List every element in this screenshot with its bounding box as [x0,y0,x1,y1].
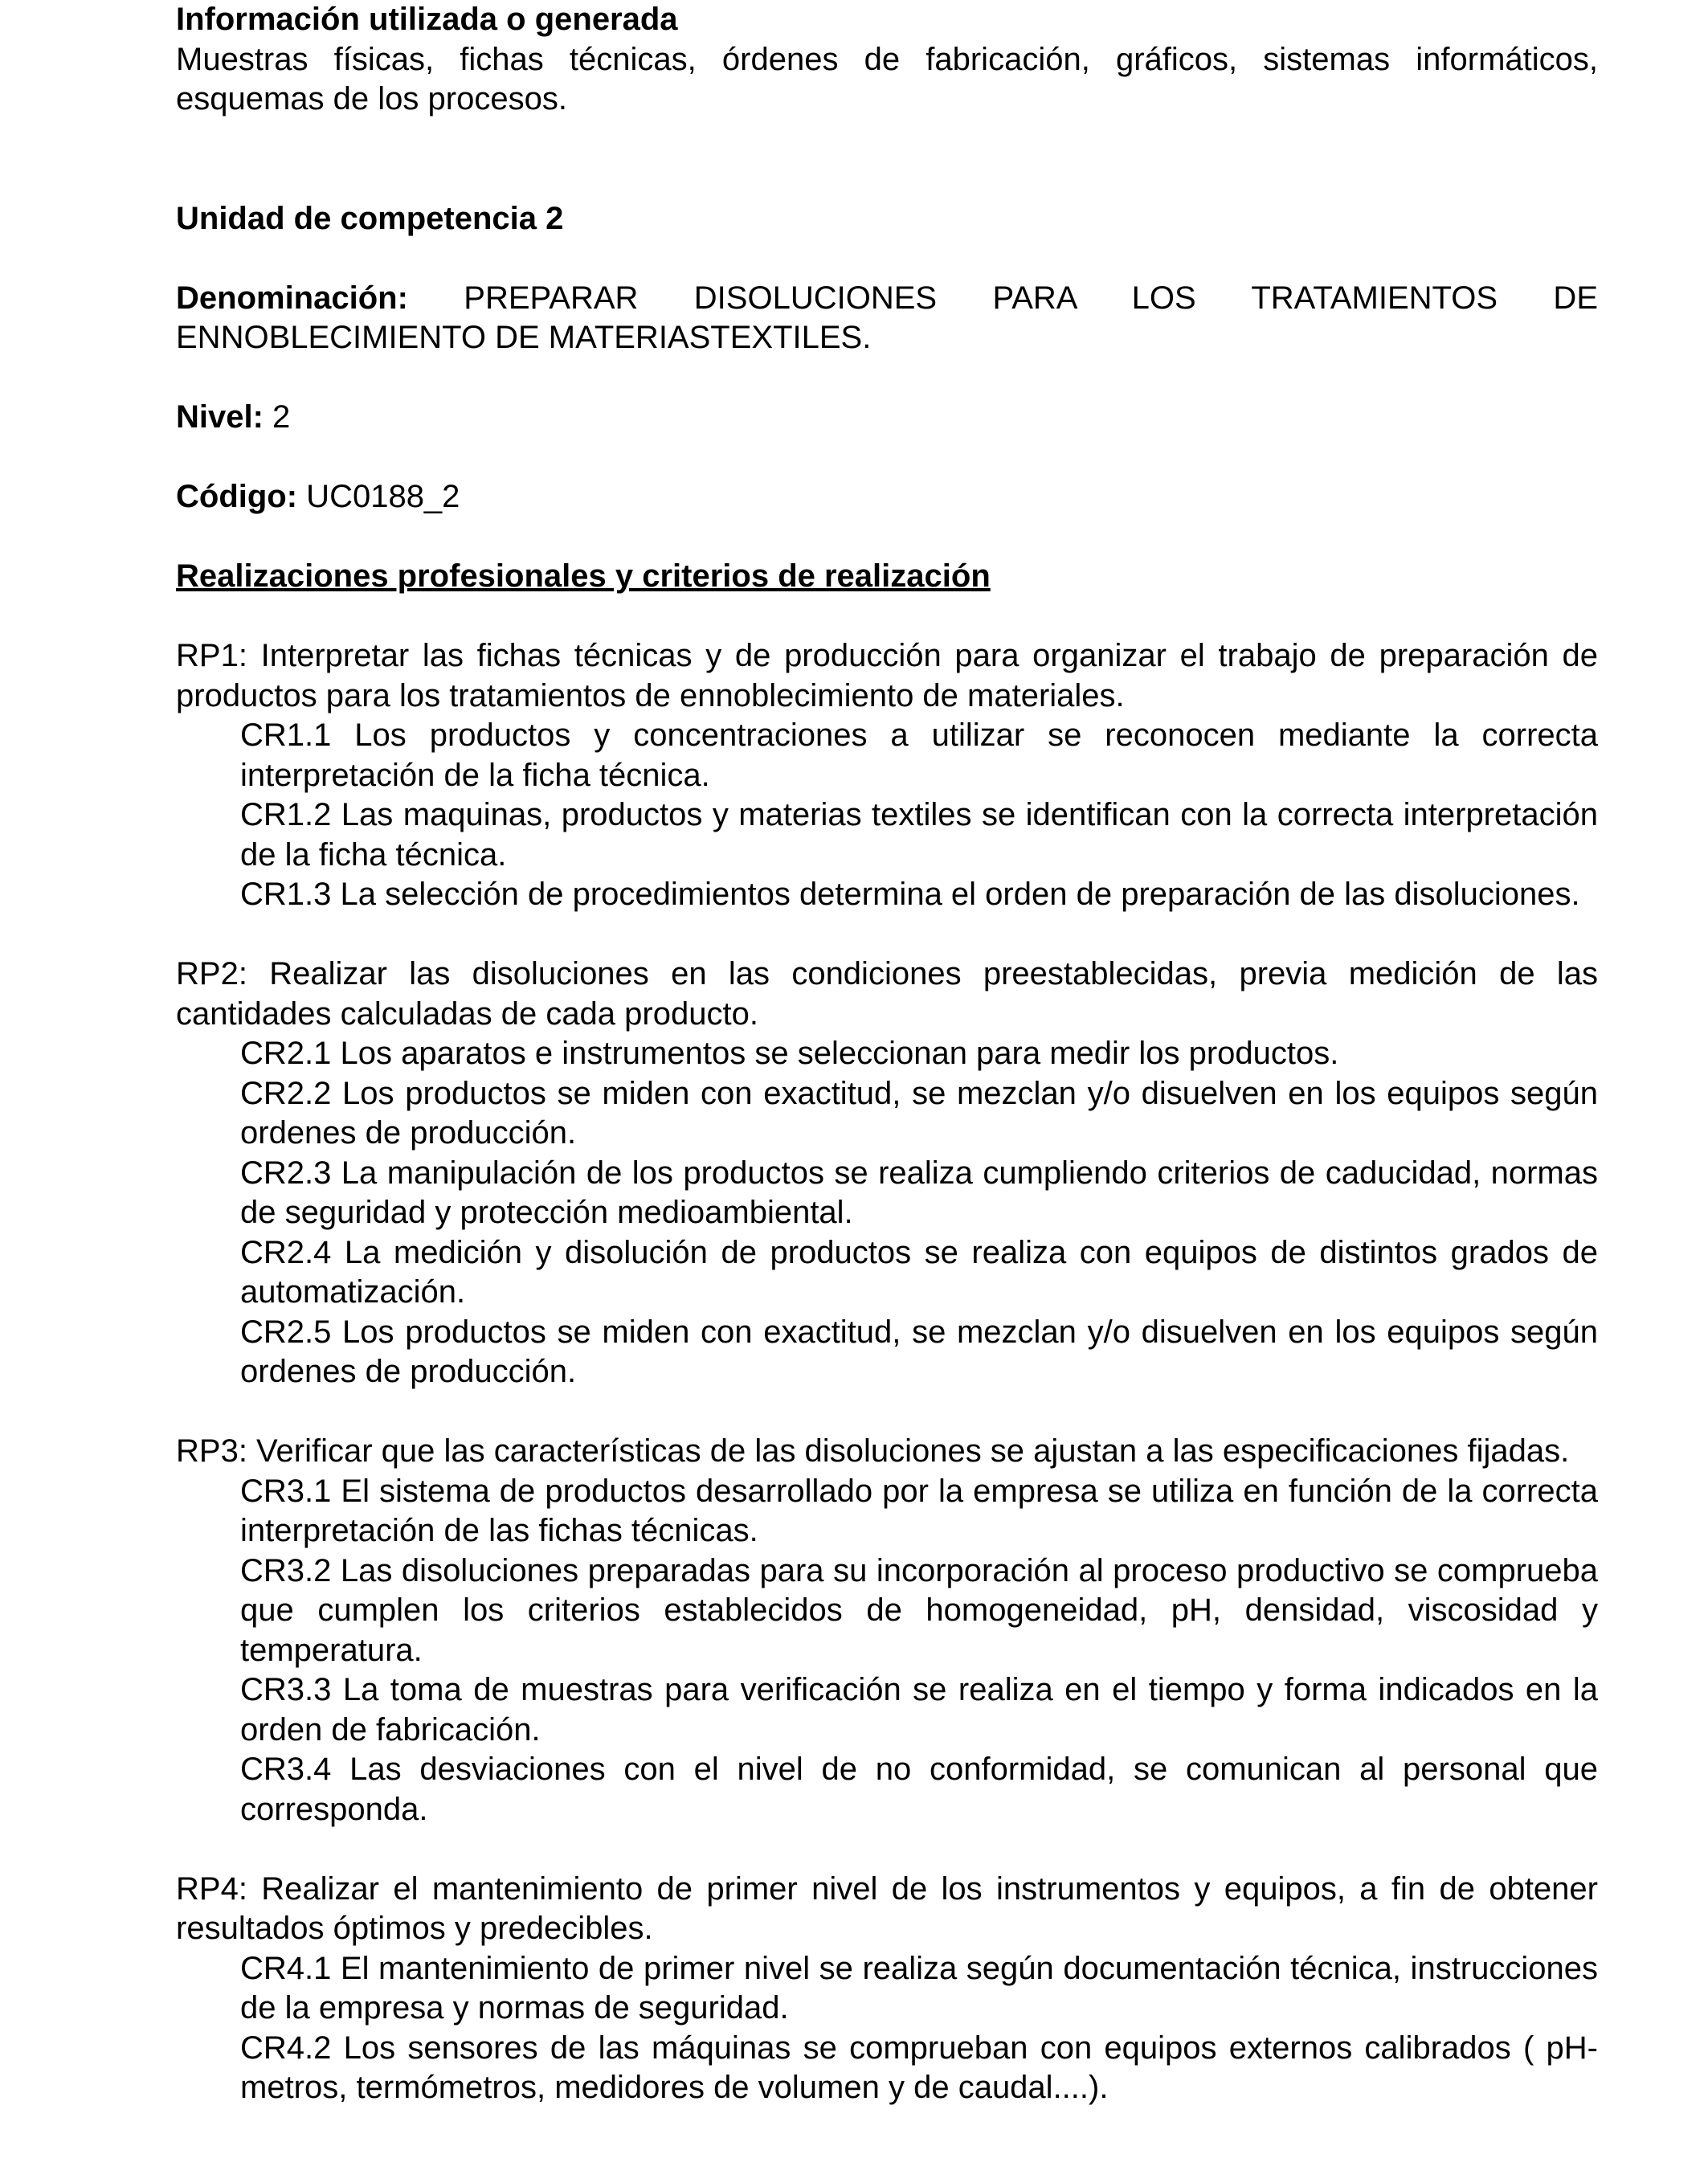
denominacion-label: Denominación: [176,280,408,316]
rp-block [176,955,1598,1392]
info-text: Muestras físicas, fichas técnicas, órdenes de fabricación, gráficos, sistemas informáticos, esquemas de los procesos. [176,41,1598,117]
rp-text: RP3: Verificar que las características de las disoluciones se ajustan a las especificaciones fijadas. [176,1433,1570,1469]
cr-item: CR2.4 La medición y disolución de productos se realiza con equipos de distintos grados de automatización. [240,1234,1598,1310]
cr-item: CR4.1 El mantenimiento de primer nivel se realiza según documentación técnica, instrucciones de la empresa y normas de seguridad. [240,1950,1598,2026]
nivel-label: Nivel: [176,399,264,435]
codigo-value: UC0188_2 [297,479,460,514]
cr-item: CR2.2 Los productos se miden con exactitud, se mezclan y/o disuelven en los equipos según ordenes de producción. [240,1075,1598,1151]
rp-text: RP4: Realizar el mantenimiento de primer nivel de los instrumentos y equipos, a fin de obtener resultados óptimos y predecibles. [176,1870,1598,1946]
document-page [176,0,1598,2108]
cr-item: CR1.3 La selección de procedimientos determina el orden de preparación de las disoluciones. [240,877,1580,912]
cr-item: CR3.2 Las disoluciones preparadas para su incorporación al proceso productivo se comprueba que cumplen los criterios establecidos de homogeneidad, pH, densidad, viscosidad y temperatura. [240,1552,1598,1668]
cr-item: CR2.3 La manipulación de los productos se realiza cumpliendo criterios de caducidad, normas de seguridad y protección medioambiental. [240,1155,1598,1230]
cr-item: CR3.1 El sistema de productos desarrollado por la empresa se utiliza en función de la correcta interpretación de las fichas técnicas. [240,1473,1598,1548]
nivel [176,398,1598,438]
section-title: Realizaciones profesionales y criterios de realización [176,558,991,594]
codigo [176,477,1598,517]
rp-block [176,636,1598,915]
cr-item: CR3.3 La toma de muestras para verificación se realiza en el tiempo y forma indicados en la orden de fabricación. [240,1672,1598,1748]
rp-text: RP1: Interpretar las fichas técnicas y de producción para organizar el trabajo de preparación de productos para los tratamientos de ennoblecimiento de materiales. [176,638,1598,713]
cr-item: CR1.2 Las maquinas, productos y materias textiles se identifican con la correcta interpretación de la ficha técnica. [240,797,1598,873]
rp-block [176,1432,1598,1829]
rp-text: RP2: Realizar las disoluciones en las condiciones preestablecidas, previa medición de las cantidades calculadas de cada producto. [176,956,1598,1032]
unit-heading: Unidad de competencia 2 [176,200,564,236]
info-section [176,0,1598,120]
cr-item: CR4.2 Los sensores de las máquinas se comprueban con equipos externos calibrados ( pH-metros, termómetros, medidores de volumen y de caudal....). [240,2030,1598,2105]
denominacion-value: PREPARAR DISOLUCIONES PARA LOS TRATAMIENTOS DE ENNOBLECIMIENTO DE MATERIASTEXTILES. [176,280,1598,355]
rp-block [176,1870,1598,2108]
denominacion [176,279,1598,358]
info-heading: Información utilizada o generada [176,2,678,37]
cr-item: CR2.1 Los aparatos e instrumentos se seleccionan para medir los productos. [240,1036,1339,1071]
codigo-label: Código: [176,479,298,514]
cr-item: CR1.1 Los productos y concentraciones a utilizar se reconocen mediante la correcta interpretación de la ficha técnica. [240,717,1598,793]
cr-item: CR3.4 Las desviaciones con el nivel de no conformidad, se comunican al personal que corresponda. [240,1752,1598,1827]
cr-item: CR2.5 Los productos se miden con exactitud, se mezclan y/o disuelven en los equipos según ordenes de producción. [240,1314,1598,1389]
nivel-value: 2 [263,399,291,435]
